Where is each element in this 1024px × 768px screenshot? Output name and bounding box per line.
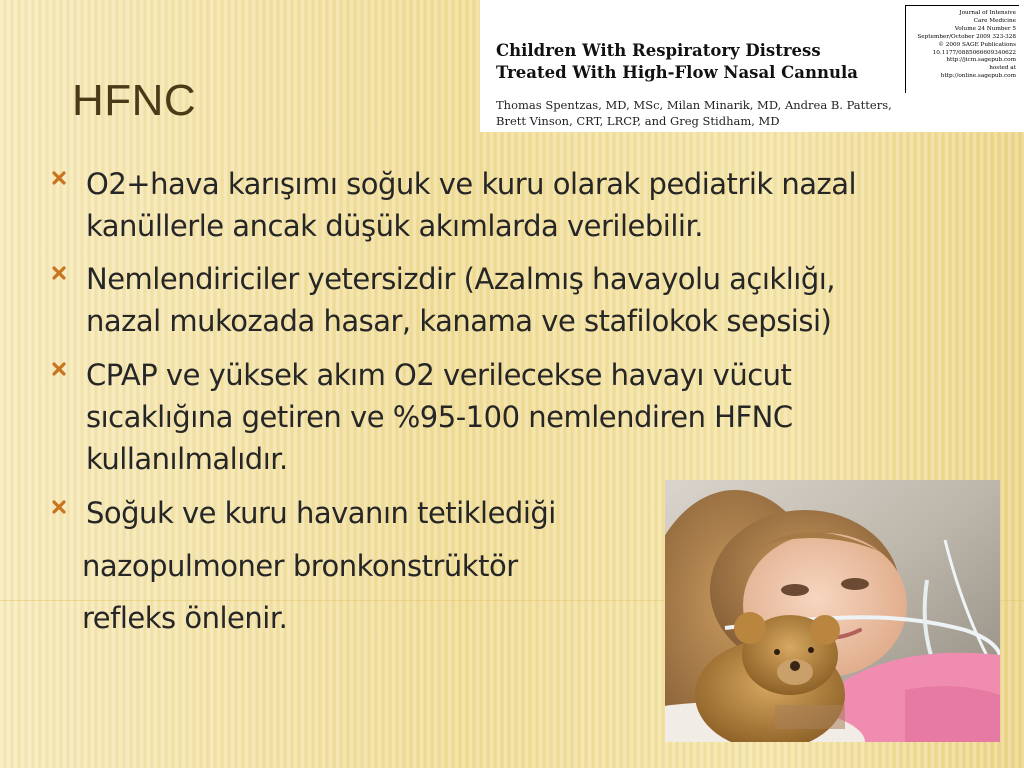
bullet-text <box>86 163 856 247</box>
article-title-line: Children With Respiratory Distress <box>496 41 821 60</box>
journal-line: http://jicm.sagepub.com <box>946 57 1016 64</box>
bullet-line: sıcaklığına getiren ve %95-100 nemlendiren HFNC <box>86 400 793 434</box>
article-title <box>496 40 858 84</box>
bullet-text <box>86 258 835 342</box>
bullet-line: Soğuk ve kuru havanın tetiklediği <box>86 496 556 530</box>
bullet-continuation-line: nazopulmoner bronkonstrüktör <box>82 549 518 583</box>
slide-title: HFNC <box>72 76 197 125</box>
journal-line: September/October 2009 323-328 <box>917 33 1016 40</box>
bullet-text <box>86 354 793 480</box>
bullet-line: nazal mukozada hasar, kanama ve stafilokok sepsisi) <box>86 304 832 338</box>
bullet-continuation-line: refleks önlenir. <box>82 601 288 635</box>
journal-line: Care Medicine <box>973 17 1016 24</box>
bullet-line: O2+hava karışımı soğuk ve kuru olarak pediatrik nazal <box>86 167 857 201</box>
article-title-line: Treated With High-Flow Nasal Cannula <box>496 63 858 82</box>
article-authors <box>496 97 906 129</box>
cross-bullet-icon <box>52 500 66 514</box>
article-header-image <box>480 0 1024 132</box>
cross-bullet-icon <box>52 171 66 185</box>
journal-line: Volume 24 Number 5 <box>954 25 1016 32</box>
cross-bullet-icon <box>52 362 66 376</box>
article-author-line: Brett Vinson, CRT, LRCP, and Greg Stidham, MD <box>496 114 780 128</box>
journal-info-box <box>905 5 1019 93</box>
journal-line: Journal of Intensive <box>959 10 1016 16</box>
bullet-text <box>86 492 556 534</box>
journal-line: http://online.sagepub.com <box>940 73 1016 80</box>
bullet-line: kanüllerle ancak düşük akımlarda verilebilir. <box>86 209 703 243</box>
bullet-line: Nemlendiriciler yetersizdir (Azalmış havayolu açıklığı, <box>86 262 836 296</box>
child-with-nasal-cannula-photo <box>665 480 1000 742</box>
cross-bullet-icon <box>52 266 66 280</box>
journal-line: 10.1177/0885066609340622 <box>932 49 1016 56</box>
journal-line: hosted at <box>989 65 1016 72</box>
photo-illustration <box>665 480 1000 742</box>
bullet-line: kullanılmalıdır. <box>86 442 288 476</box>
journal-line: © 2009 SAGE Publications <box>938 41 1016 48</box>
article-author-line: Thomas Spentzas, MD, MSc, Milan Minarik, MD, Andrea B. Patters, <box>496 98 892 112</box>
bullet-line: CPAP ve yüksek akım O2 verilecekse havayı vücut <box>86 358 792 392</box>
